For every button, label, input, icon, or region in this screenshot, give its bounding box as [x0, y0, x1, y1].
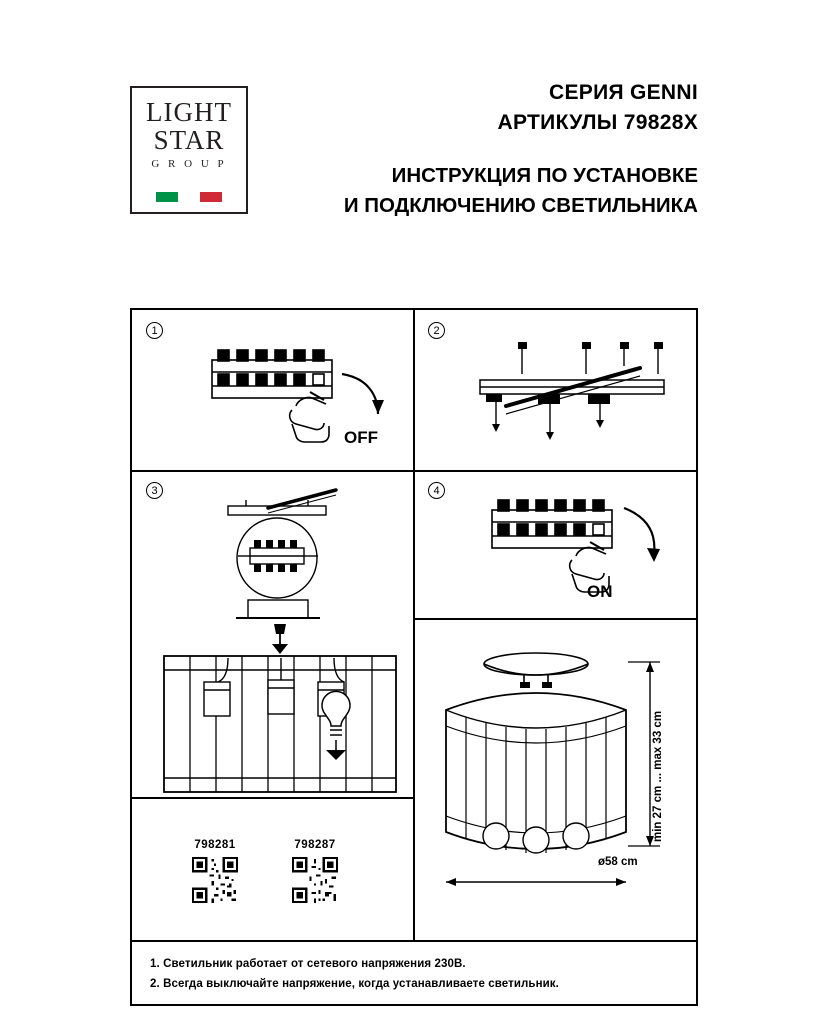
- steps-frame: [130, 308, 698, 1006]
- header: [130, 78, 698, 218]
- step-number-4: 4: [428, 482, 445, 499]
- qr-section: [132, 799, 413, 938]
- divider-vertical-middle: [413, 618, 415, 940]
- qr-code-icon[interactable]: [192, 857, 238, 903]
- product-diagram: [428, 640, 688, 920]
- step-4-illustration: [472, 492, 687, 610]
- step-3-illustration: [150, 478, 412, 794]
- qr-code-icon[interactable]: [292, 857, 338, 903]
- document-title-line1: ИНСТРУКЦИЯ ПО УСТАНОВКЕ: [391, 163, 698, 187]
- step-number-3: 3: [146, 482, 163, 499]
- qr-code-label: 798287: [294, 839, 336, 851]
- diameter-label: ø58 cm: [598, 856, 638, 868]
- brand-logo-line3: G R O U P: [151, 157, 227, 170]
- document-title: [344, 161, 698, 220]
- qr-item: [292, 839, 338, 908]
- notes-section: [150, 954, 680, 994]
- step-4-state-label: ON: [587, 582, 613, 601]
- step-number-2: 2: [428, 322, 445, 339]
- divider-horizontal-1: [132, 470, 698, 472]
- divider-horizontal-notes: [132, 940, 698, 942]
- height-label: min 27 cm ... max 33 cm: [652, 710, 664, 842]
- divider-horizontal-2: [413, 618, 698, 620]
- italian-flag-icon: [156, 192, 222, 202]
- step-1-state-label: OFF: [344, 428, 378, 447]
- document-title-line2: И ПОДКЛЮЧЕНИЮ СВЕТИЛЬНИКА: [343, 193, 698, 217]
- article-label: АРТИКУЛЫ 79828X: [497, 111, 698, 135]
- note-line: 2. Всегда выключайте напряжение, когда устанавливаете светильник.: [150, 978, 559, 991]
- note-line: 1. Светильник работает от сетевого напряжения 230В.: [150, 958, 466, 970]
- qr-code-label: 798281: [194, 839, 236, 851]
- divider-vertical-top: [413, 310, 415, 618]
- brand-logo-line2: STAR: [153, 125, 225, 156]
- series-label: СЕРИЯ GENNI: [548, 81, 698, 104]
- brand-logo: [130, 86, 248, 214]
- qr-item: [192, 839, 238, 908]
- brand-logo-line1: LIGHT: [146, 97, 232, 127]
- header-text: [344, 78, 698, 220]
- step-number-1: 1: [146, 322, 163, 339]
- step-2-illustration: [462, 328, 682, 463]
